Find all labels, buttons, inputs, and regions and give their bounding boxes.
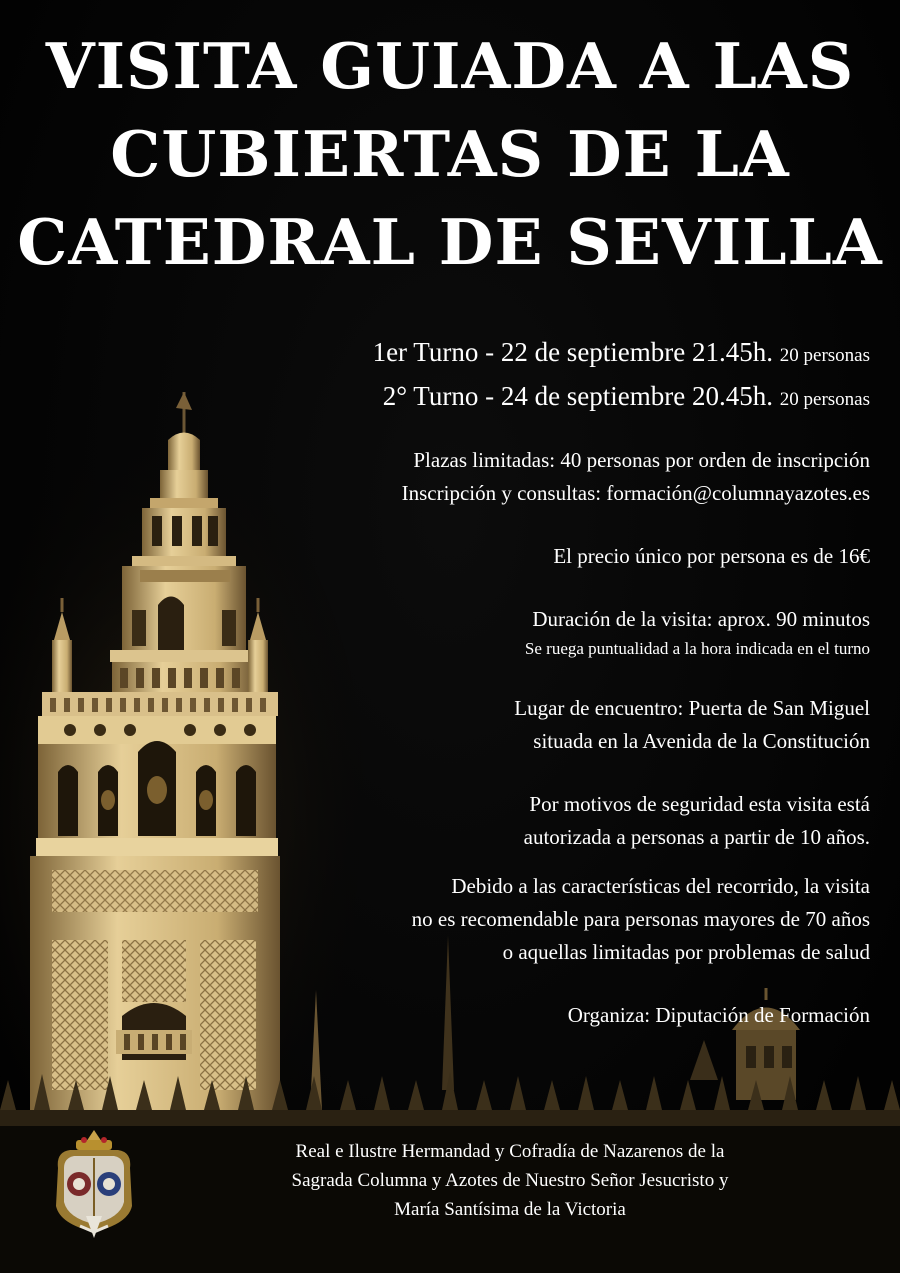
precio-block — [150, 540, 870, 573]
visit-details — [150, 332, 870, 1032]
brotherhood-crest-icon — [46, 1128, 142, 1240]
organiza-block — [150, 999, 870, 1032]
turno-1-capacity: 20 personas — [779, 345, 870, 366]
footer-line-1: Real e Ilustre Hermandad y Cofradía de Nazarenos de la — [295, 1141, 725, 1162]
seguridad-line-2: autorizada a personas a partir de 10 años. — [523, 825, 870, 849]
precio-text: El precio único por persona es de 16€ — [553, 544, 870, 568]
title-line-1: VISITA GUIADA A LAS — [45, 29, 855, 103]
recorrido-block — [150, 870, 870, 969]
duracion-note: Se ruega puntualidad a la hora indicada en el turno — [524, 639, 870, 658]
lugar-line-1: Lugar de encuentro: Puerta de San Miguel — [514, 696, 870, 720]
turno-2 — [150, 376, 870, 420]
poster-title — [0, 22, 900, 286]
plazas-line-2: Inscripción y consultas: formación@columnayazotes.es — [401, 481, 870, 505]
seguridad-line-1: Por motivos de seguridad esta visita está — [529, 792, 870, 816]
duracion-line-1: Duración de la visita: aprox. 90 minutos — [532, 607, 870, 631]
duracion-block — [150, 603, 870, 662]
turno-2-label: 2° Turno - 24 de septiembre 20.45h. — [382, 381, 774, 411]
title-line-3: CATEDRAL DE SEVILLA — [17, 205, 883, 279]
brotherhood-name — [200, 1137, 820, 1224]
turno-2-capacity: 20 personas — [779, 389, 870, 410]
organiza-text: Organiza: Diputación de Formación — [567, 1003, 870, 1027]
plazas-block — [150, 444, 870, 510]
seguridad-block — [150, 788, 870, 854]
recorrido-line-1: Debido a las características del recorrido, la visita — [451, 874, 870, 898]
turno-1-label: 1er Turno - 22 de septiembre 21.45h. — [372, 337, 774, 367]
footer-line-2: Sagrada Columna y Azotes de Nuestro Señor Jesucristo y — [291, 1170, 729, 1191]
title-line-2: CUBIERTAS DE LA — [110, 117, 790, 191]
lugar-block — [150, 692, 870, 758]
recorrido-line-3: o aquellas limitadas por problemas de salud — [502, 940, 870, 964]
footer-line-3: María Santísima de la Victoria — [394, 1199, 626, 1220]
lugar-line-2: situada en la Avenida de la Constitución — [533, 729, 870, 753]
turno-1 — [150, 332, 870, 376]
recorrido-line-2: no es recomendable para personas mayores de 70 años — [411, 907, 870, 931]
plazas-line-1: Plazas limitadas: 40 personas por orden de inscripción — [413, 448, 870, 472]
